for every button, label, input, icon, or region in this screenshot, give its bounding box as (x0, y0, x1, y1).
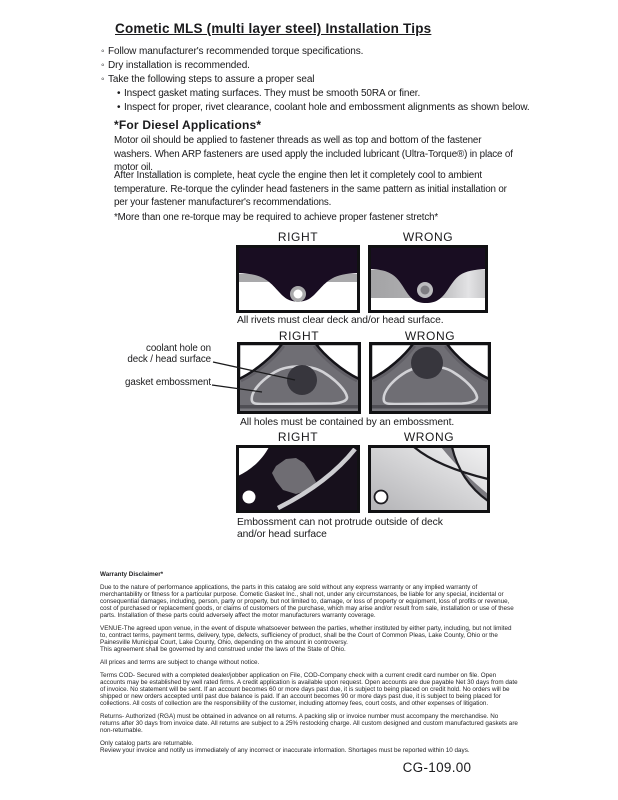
gasket-embossment-label: gasket embossment (125, 377, 211, 388)
tip-text: Follow manufacturer's recommended torque specifications. (108, 46, 364, 57)
figure1-caption: All rivets must clear deck and/or head surface. (237, 315, 444, 326)
tips-list (101, 45, 541, 115)
figure2-right-label: RIGHT (278, 329, 320, 343)
bullet-icon: ◦ (101, 74, 105, 85)
tip-text: Inspect for proper, rivet clearance, coolant hole and embossment alignments as shown below. (124, 102, 530, 113)
tip-bullet (101, 73, 541, 87)
coolant-wrong-panel (369, 342, 491, 414)
legal-paragraph: Review your invoice and notify us immediately of any incorrect or inaccurate information. Shortages must be reported within 10 days. (100, 747, 470, 754)
figure1-right-label: RIGHT (277, 230, 319, 244)
legal-heading: Warranty Disclaimer* (100, 571, 164, 578)
tip-sub-bullet (117, 87, 541, 101)
diesel-paragraph-1: Motor oil should be applied to fastener threads as well as top and bottom of the fastener washers. When ARP fasteners are used apply the included lubricant (Ultra-Torque®) in place of motor oil. (114, 135, 513, 173)
rivet-wrong-panel (368, 245, 488, 313)
embossment-wrong-panel (368, 445, 490, 513)
diesel-heading: *For Diesel Applications* (114, 118, 262, 132)
bullet-icon: ◦ (101, 60, 105, 71)
tip-text: Inspect gasket mating surfaces. They must be smooth 50RA or finer. (124, 88, 421, 99)
tip-bullet (101, 59, 541, 73)
figure1-wrong-label: WRONG (402, 230, 454, 244)
dot-icon: • (117, 102, 121, 113)
figure3-wrong-label: WRONG (403, 430, 455, 444)
embossment-right-panel (236, 445, 360, 513)
legal-paragraph: Only catalog parts are returnable. (100, 740, 194, 747)
legal-paragraph: Terms COD- Secured with a completed dealer/jobber application on File, COD-Company check with a current credit card number on file. Open accounts may be established by well rated firms. A credit application is available upon request. Open accounts are due payable Net 30 days from date of invoice. No statement will be sent. If an account becomes 60 or more days past due, it is subject to being placed on credit hold. No orders will be shipped or new orders accepted until past due balance is paid. If an account becomes 90 or more days past due, it is subject to being placed for collections. All costs of collection are the responsibility of the customer, including attorney fees, court costs, and other expenses of litigation. (100, 672, 518, 707)
bullet-icon: ◦ (101, 46, 105, 57)
legal-disclaimer (100, 571, 519, 760)
coolant-right-panel (237, 342, 361, 414)
tip-text: Take the following steps to assure a proper seal (108, 74, 315, 85)
tip-text: Dry installation is recommended. (108, 60, 250, 71)
page-number: CG-109.00 (402, 760, 472, 775)
legal-paragraph: VENUE-The agreed upon venue, in the event of dispute whatsoever between the parties, whether instituted by either party, including, but not limited to, contract terms, payment terms, delivery, type, defects, sufficiency of product, shall be the Court of Common Pleas, Lake County, Ohio or the Painesville Municipal Court, Lake County, Ohio, depending on the amount in controversy. (100, 625, 512, 646)
tip-bullet (101, 45, 541, 59)
page-title: Cometic MLS (multi layer steel) Installation Tips (115, 21, 432, 36)
diesel-note: *More than one re-torque may be required to achieve proper fastener stretch* (114, 212, 439, 223)
figure2-caption: All holes must be contained by an embossment. (240, 417, 455, 428)
legal-paragraph: This agreement shall be governed by and construed under the laws of the State of Ohio. (100, 646, 346, 653)
figure2-wrong-label: WRONG (404, 329, 456, 343)
coolant-hole-label: coolant hole on deck / head surface (127, 343, 211, 365)
rivet-right-panel (236, 245, 360, 313)
figure3-caption: Embossment can not protrude outside of deck and/or head surface (237, 517, 443, 540)
legal-paragraph: Due to the nature of performance applications, the parts in this catalog are sold without any express warranty or any implied warranty of merchantability or fitness for a particular purpose. Cometic Gasket Inc., shall not, under any circumstances, be liable for any special, incidental or consequential damages, including, person, party or property, but not limited to, damage, or loss of property or equipment, loss of profits or revenue, cost of purchased or replacement goods, or claims of customers of the purchase, which may arise and/or result from sale, installation or use of these parts. Installation of these parts could adversely affect the motor manufacturers warranty coverage. (100, 584, 514, 619)
figure3-right-label: RIGHT (277, 430, 319, 444)
tip-sub-bullet (117, 101, 541, 115)
legal-paragraph: Returns- Authorized (RGA) must be obtained in advance on all returns. A packing slip or invoice number must accompany the merchandise. No returns after 30 days from invoice date. All returns are subject to a 25% restocking charge. All custom designed and custom manufactured gaskets are non-returnable. (100, 713, 518, 734)
legal-paragraph: All prices and terms are subject to change without notice. (100, 659, 260, 666)
diesel-paragraph-2: After Installation is complete, heat cycle the engine then let it completely cool to ambient temperature. Re-torque the cylinder head fasteners in the same pattern as initial installation or per your fastener manufacturer's recommendations. (114, 170, 507, 208)
dot-icon: • (117, 88, 121, 99)
